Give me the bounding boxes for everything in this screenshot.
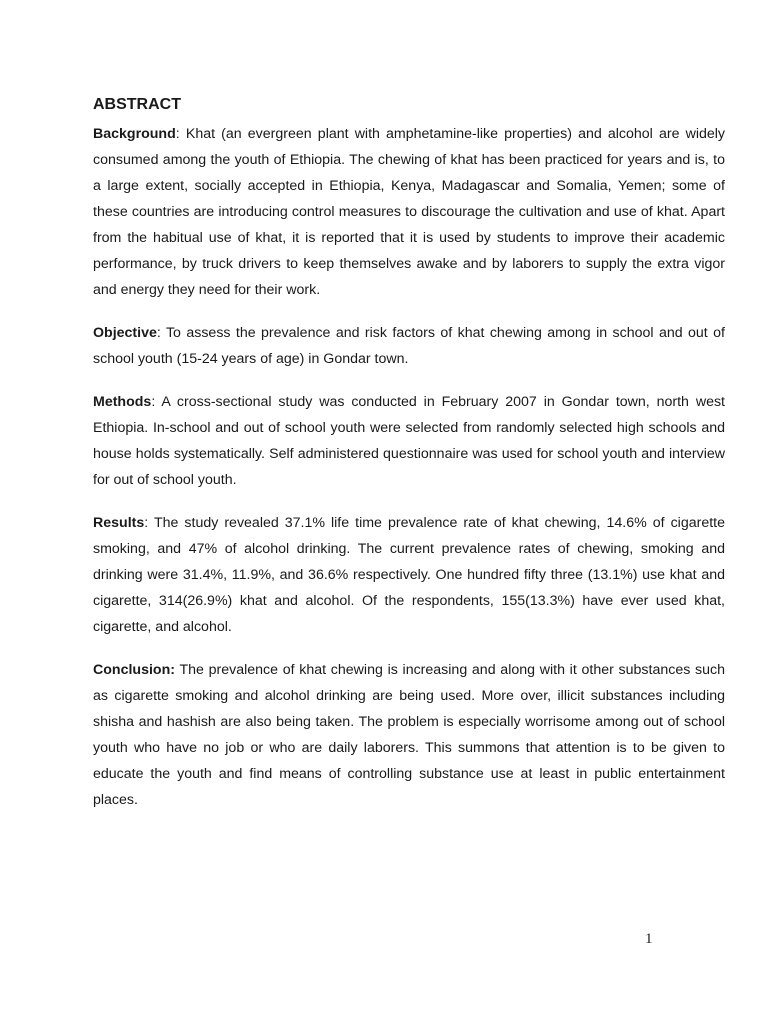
results-label: Results [93, 515, 145, 531]
abstract-page [93, 93, 725, 830]
results-separator: : [144, 515, 154, 531]
background-paragraph [93, 121, 725, 303]
conclusion-label: Conclusion: [93, 662, 175, 678]
methods-text: A cross-sectional study was conducted in February 2007 in Gondar town, north west Ethiopia. In-school and out of school youth were selected from randomly selected high schools and house holds systematically. Self administered questionnaire was used for school youth and interview for out of school youth. [93, 394, 725, 488]
background-separator: : [175, 126, 186, 142]
background-text: Khat (an evergreen plant with amphetamine-like properties) and alcohol are widely consumed among the youth of Ethiopia. The chewing of khat has been practiced for years and is, to a large extent, socially accepted in Ethiopia, Kenya, Madagascar and Somalia, Yemen; some of these countries are introducing control measures to discourage the cultivation and use of khat. Apart from the habitual use of khat, it is reported that it is used by students to improve their academic performance, by truck drivers to keep themselves awake and by laborers to supply the extra vigor and energy they need for their work. [93, 126, 726, 298]
methods-label: Methods [93, 394, 152, 410]
conclusion-text: The prevalence of khat chewing is increasing and along with it other substances such as cigarette smoking and alcohol drinking are being used. More over, illicit substances including shisha and hashish are also being taken. The problem is especially worrisome among out of school youth who have no job or who are daily laborers. This summons that attention is to be given to educate the youth and find means of controlling substance use at least in public entertainment places. [93, 662, 726, 808]
page-number: 1 [645, 931, 653, 947]
abstract-heading: ABSTRACT [93, 96, 181, 113]
objective-separator: : [156, 325, 166, 341]
objective-label: Objective [93, 325, 157, 341]
background-label: Background [93, 126, 176, 142]
results-paragraph [93, 510, 725, 640]
objective-paragraph [93, 320, 725, 372]
objective-text: To assess the prevalence and risk factors of khat chewing among in school and out of school youth (15-24 years of age) in Gondar town. [93, 325, 725, 367]
methods-paragraph [93, 389, 725, 493]
conclusion-paragraph [93, 657, 725, 813]
results-text: The study revealed 37.1% life time prevalence rate of khat chewing, 14.6% of cigarette smoking, and 47% of alcohol drinking. The current prevalence rates of chewing, smoking and drinking were 31.4%, 11.9%, and 36.6% respectively. One hundred fifty three (13.1%) use khat and cigarette, 314(26.9%) khat and alcohol. Of the respondents, 155(13.3%) have ever used khat, cigarette, and alcohol. [93, 515, 725, 635]
methods-separator: : [151, 394, 162, 410]
